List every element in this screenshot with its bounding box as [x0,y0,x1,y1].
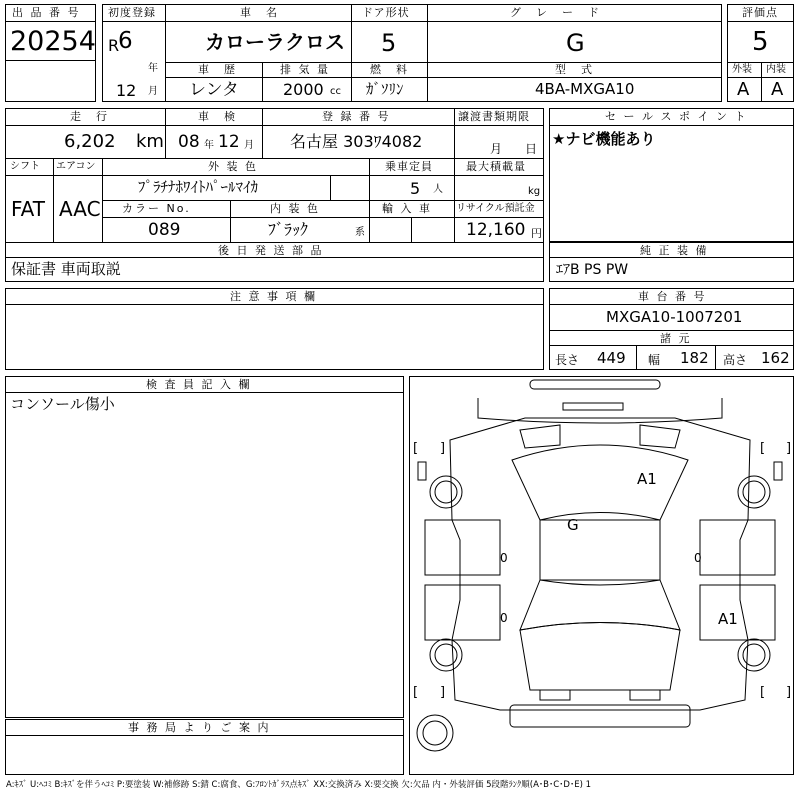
exterior-value: A [737,79,750,100]
roof [540,516,660,580]
interior-color-value: ﾌﾞﾗｯｸ [268,220,309,239]
door-rear-left [425,585,500,640]
length-value: 449 [597,349,626,367]
bracket-fr-close: ] [786,441,792,456]
caution-label: 注 意 事 項 欄 [230,290,317,303]
model-value: 4BA-MXGA10 [535,80,635,98]
color-label: 外 装 色 [208,160,258,173]
bracket-fl-close: ] [440,441,446,456]
mileage-value: 6,202 [64,131,116,152]
displacement-unit: cc [330,86,341,97]
door-front-left [425,520,500,575]
reg-no-value: 名古屋 303ﾜ4082 [290,132,423,151]
displacement-value: 2000 [283,80,324,99]
first-reg-label: 初度登録 [108,6,156,19]
fuel-value: ｶﾞｿﾘﾝ [366,80,404,98]
ac-value: AAC [59,197,101,221]
reg-month: 12 [116,81,137,100]
width-label: 幅 [648,353,661,367]
ac-label: エアコン [56,161,96,172]
car-name-label: 車 名 [240,6,279,19]
sales-point-text: ★ナビ機能あり [552,130,656,148]
spare-tire [417,715,453,751]
exterior-label: 外装 [732,64,752,75]
car-name: カローラクロス [205,30,345,54]
bracket-rr-open: [ [760,685,766,700]
transfer-month-unit: 月 [490,142,503,156]
mark-zero-left2: 0 [500,611,508,625]
inspection-year-unit: 年 [204,140,214,151]
bracket-fl-open: [ [413,441,419,456]
capacity-value: 5 [410,179,421,198]
history-label: 車 歴 [198,63,237,76]
reg-no-label: 登 録 番 号 [322,110,391,123]
grade-value: G [566,29,585,57]
interior-value: A [771,79,784,100]
inspection-month: 12 [218,132,240,152]
capacity-unit: 人 [433,184,443,195]
model-label: 型 式 [555,63,594,76]
bracket-rl-open: [ [413,685,419,700]
trunk [520,623,680,691]
legend-text: A:ｷｽﾞ U:ﾍｺﾐ B:ｷｽﾞを伴うﾍｺﾐ P:要塗装 W:補修跡 S:錆 C:腐食、G:ﾌﾛﾝﾄｶﾞﾗｽ点ｷｽﾞ XX:交換済み X:要交換 欠:欠品 内・外装評価 5段階ﾗﾝｸ順(A･B･C･D･E) 1 [6,780,592,790]
bracket-rr-close: ] [786,685,792,700]
rear-bumper [510,705,690,727]
era: R [108,36,120,55]
recycle-unit: 円 [531,227,542,240]
capacity-label: 乗車定員 [385,160,433,173]
mark-zero-left: 0 [500,551,508,565]
office-label: 事 務 局 よ り ご 案 内 [128,721,271,734]
color-no-label: カラー No. [122,202,191,215]
mileage-label: 走 行 [70,110,109,123]
chassis-label: 車 台 番 号 [638,290,707,303]
mark-a1-rear: A1 [718,610,738,628]
recycle-value: 12,160 [466,220,526,240]
reg-month-unit: 月 [148,86,158,97]
color-no-value: 089 [148,220,181,240]
chassis-number: MXGA10-1007201 [606,308,743,326]
inspector-label: 検 査 員 記 入 欄 [146,378,252,391]
color-value: ﾌﾟﾗﾁﾅﾎﾜｲﾄﾊﾟｰﾙﾏｲｶ [138,178,259,196]
dims-label: 諸 元 [660,332,692,345]
interior-label: 内装 [766,64,786,75]
interior-color-unit: 系 [355,227,365,238]
door-label: ドア形状 [362,6,410,19]
load-label: 最大積載量 [466,160,526,173]
shift-value: FAT [11,197,46,221]
interior-color-label: 内 装 色 [270,202,320,215]
inspector-text: コンソール傷小 [10,395,115,413]
displacement-label: 排 気 量 [280,63,330,76]
mark-zero-right: 0 [694,551,702,565]
front-bumper-rect [530,380,660,389]
score-value: 5 [752,27,769,57]
inspection-label: 車 検 [198,110,237,123]
sales-point-label: セ ー ル ス ポ イ ン ト [605,110,748,123]
inspection-month-unit: 月 [244,140,254,151]
mileage-unit: km [136,131,164,152]
lot-label: 出 品 番 号 [12,6,81,19]
fuel-label: 燃 料 [370,63,409,76]
load-unit: kg [528,186,541,197]
transfer-day-unit: 日 [525,142,538,156]
import-label: 輸 入 車 [382,202,432,215]
later-value: 保証書 車両取説 [11,260,121,278]
equipment-label: 純 正 装 備 [640,244,709,257]
body-outline [450,418,750,710]
bracket-rl-close: ] [440,685,446,700]
headlight-left [520,425,560,448]
score-label: 評価点 [742,6,778,19]
mark-a1-top: A1 [637,470,657,488]
height-value: 162 [761,349,790,367]
transfer-label: 譲渡書類期限 [458,110,530,123]
reg-year: 6 [118,28,133,54]
length-label: 長さ [555,353,580,367]
windshield [512,445,688,520]
history-value: レンタ [189,80,239,100]
inspection-year: 08 [178,132,200,152]
tail-light-left [540,690,570,700]
height-label: 高さ [723,353,748,367]
mirror-right [774,462,782,480]
tail-light-right [630,690,660,700]
reg-year-unit: 年 [148,63,158,74]
door-front-right [700,520,775,575]
mark-g-roof: G [567,516,579,534]
equipment-value: ｴｱB PS PW [556,262,629,278]
lot-number: 20254 [10,26,96,57]
width-value: 182 [680,349,709,367]
grade-label: グ レ ー ド [510,6,601,19]
later-label: 後 日 発 送 部 品 [218,244,324,257]
front-grille [563,403,623,410]
headlight-right [640,425,680,448]
recycle-label: リサイクル預託金 [456,203,535,214]
mirror-left [418,462,426,480]
door-value: 5 [381,29,397,57]
shift-label: シフト [10,161,40,172]
bracket-fr-open: [ [760,441,766,456]
